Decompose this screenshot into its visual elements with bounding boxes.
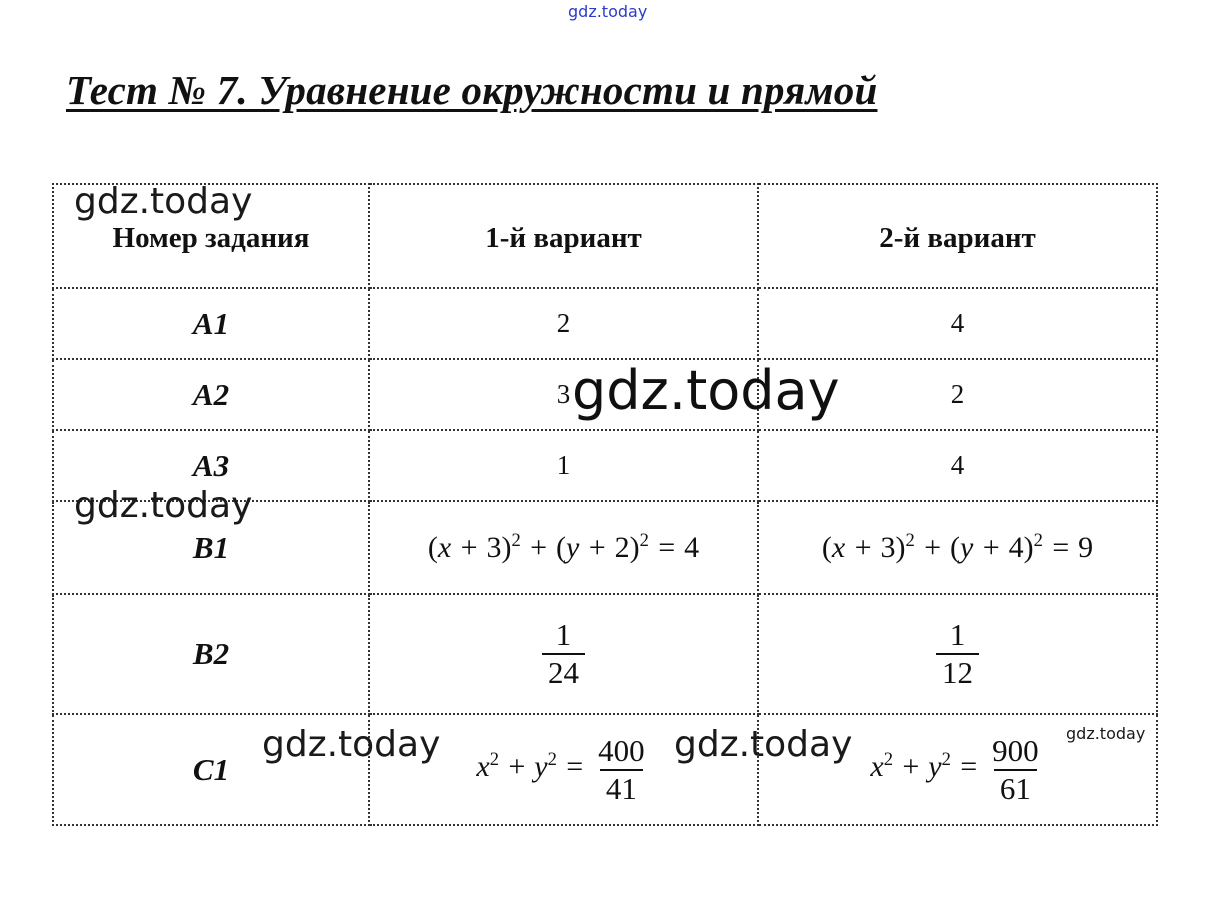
answer-variant-1 xyxy=(369,714,758,825)
watermark-overlay: gdz.today xyxy=(74,181,253,222)
page-title: Тест № 7. Уравнение окружности и прямой xyxy=(66,67,878,113)
task-label: C1 xyxy=(53,714,369,825)
answer-variant-1: 3 xyxy=(369,359,758,430)
answer-variant-2 xyxy=(758,714,1157,825)
table-row xyxy=(53,501,1157,594)
task-label: B2 xyxy=(53,594,369,714)
table-row xyxy=(53,594,1157,714)
table-row xyxy=(53,359,1157,430)
column-header-task: Номер задания xyxy=(53,184,369,288)
fraction: $\frac{1}{12}$ xyxy=(936,617,979,690)
answer-variant-1 xyxy=(369,594,758,714)
answer-variant-1: 2 xyxy=(369,288,758,359)
answer-variant-2 xyxy=(758,594,1157,714)
answer-variant-2: 4 xyxy=(758,430,1157,501)
answer-variant-2: 2 xyxy=(758,359,1157,430)
task-label: A2 xyxy=(53,359,369,430)
watermark-overlay-large: gdz.today xyxy=(572,359,840,422)
table-row xyxy=(53,714,1157,825)
table-header-row xyxy=(53,184,1157,288)
watermark-overlay: gdz.today xyxy=(262,724,441,765)
column-header-variant-2: 2-й вариант xyxy=(758,184,1157,288)
watermark-overlay: gdz.today xyxy=(74,485,253,526)
task-label: A1 xyxy=(53,288,369,359)
task-label: B1 xyxy=(53,501,369,594)
watermark-overlay-small: gdz.today xyxy=(1066,724,1146,743)
answer-variant-1: 1 xyxy=(369,430,758,501)
watermark-top: gdz.today xyxy=(568,2,648,21)
fraction: $\frac{900}{61}$ xyxy=(992,732,1039,806)
answer-variant-2: 4 xyxy=(758,288,1157,359)
fraction: $\frac{400}{41}$ xyxy=(598,732,645,806)
answer-variant-2 xyxy=(758,501,1157,594)
watermark-overlay: gdz.today xyxy=(674,724,853,765)
column-header-variant-1: 1-й вариант xyxy=(369,184,758,288)
circle-equation: $x^2 + y^2$ = $\frac{900}{61}$ xyxy=(870,750,1044,783)
task-label: A3 xyxy=(53,430,369,501)
answers-table xyxy=(52,183,1158,826)
circle-equation: $(x + 3)^2 + (y + 2)^2 = 4$ xyxy=(427,530,700,564)
answer-variant-1 xyxy=(369,501,758,594)
fraction: $\frac{1}{24}$ xyxy=(542,617,585,690)
table-row xyxy=(53,430,1157,501)
table-row xyxy=(53,288,1157,359)
circle-equation: $x^2 + y^2$ = $\frac{400}{41}$ xyxy=(476,750,650,783)
circle-equation: $(x + 3)^2 + (y + 4)^2 = 9$ xyxy=(821,530,1094,564)
